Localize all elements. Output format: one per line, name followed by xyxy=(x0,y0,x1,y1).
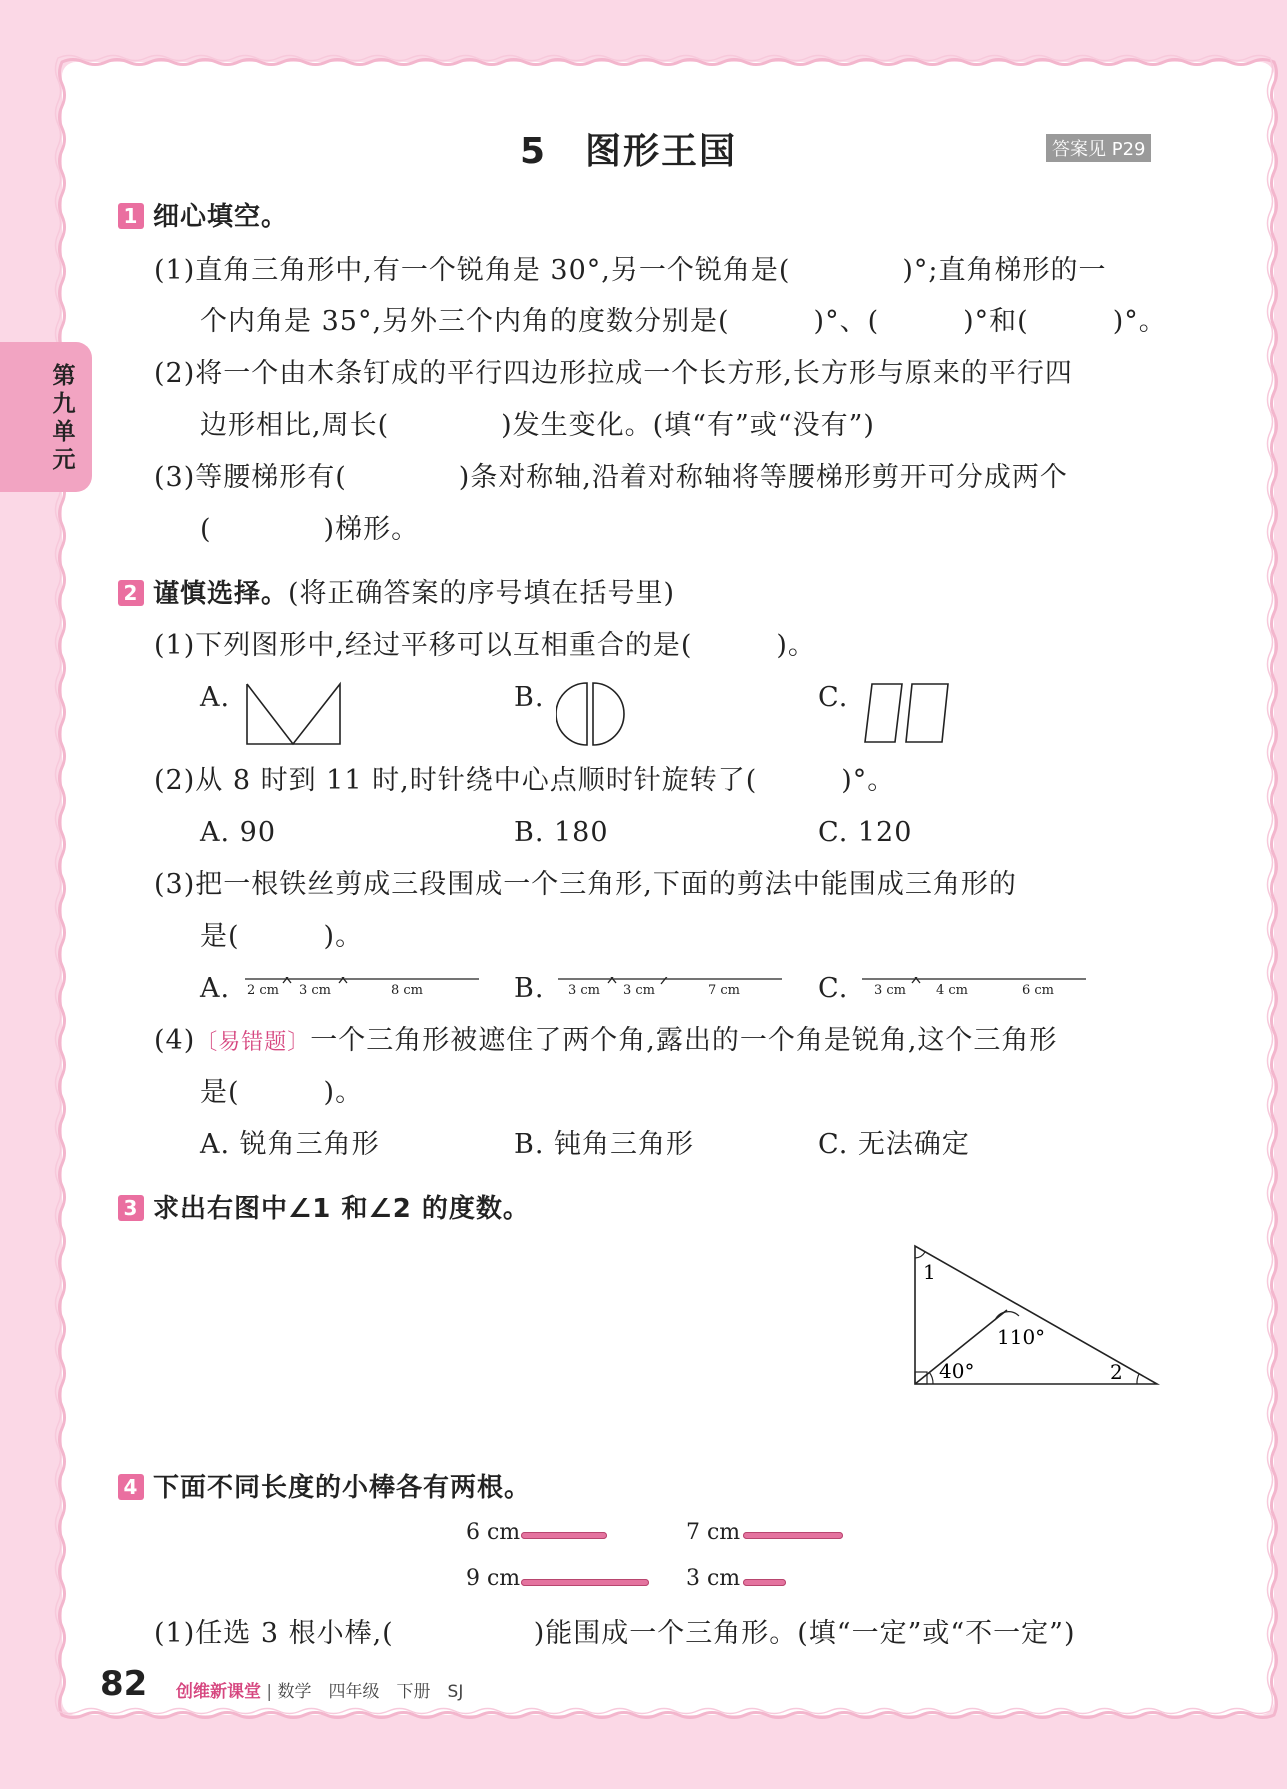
q2-s2: (2)从 8 时到 11 时,时针绕中心点顺时针旋转了( )°。 xyxy=(154,765,896,796)
wire-b-seg3: 7 cm xyxy=(708,983,741,998)
q1-line-4: 边形相比,周长( )发生变化。(填“有”或“没有”) xyxy=(200,410,875,441)
answer-reference: 答案见 P29 xyxy=(1046,134,1151,162)
stick-7 xyxy=(743,1532,843,1539)
stick-6 xyxy=(521,1532,607,1539)
q3-heading xyxy=(118,1191,530,1227)
q2-s3-opt-b-label: B. xyxy=(514,973,545,1004)
page-number: 82 xyxy=(100,1664,148,1704)
triangle-diagram xyxy=(905,1240,1165,1390)
q2-s1-opt-a-label: A. xyxy=(200,682,231,713)
q2-heading xyxy=(118,576,675,612)
q2-s3-opt-a-label: A. xyxy=(200,973,231,1004)
angle-110-label: 110° xyxy=(997,1325,1046,1349)
q2-s1-opt-b-label: B. xyxy=(514,682,545,713)
q4-number: 4 xyxy=(118,1474,144,1500)
footer-info: 数学 四年级 下册 SJ xyxy=(277,1682,464,1702)
q1-line-5: (3)等腰梯形有( )条对称轴,沿着对称轴将等腰梯形剪开可分成两个 xyxy=(154,462,1068,493)
stick-6-label: 6 cm xyxy=(466,1520,521,1545)
wire-c xyxy=(862,977,1087,1005)
q2-s1-opt-c-label: C. xyxy=(818,682,849,713)
q2-s4-opt-b: B. 钝角三角形 xyxy=(514,1129,695,1160)
q2-s4-text: 一个三角形被遮住了两个角,露出的一个角是锐角,这个三角形 xyxy=(310,1025,1058,1056)
error-prone-tag: 〔易错题〕 xyxy=(195,1030,311,1055)
q2-s2-opt-c: C. 120 xyxy=(818,817,913,848)
wire-b xyxy=(558,977,783,1005)
stick-7-label: 7 cm xyxy=(686,1520,741,1545)
wire-c-seg1: 3 cm xyxy=(874,983,907,998)
shape-a-v-figure xyxy=(245,680,345,750)
q2-s3-line-2: 是( )。 xyxy=(200,921,364,952)
q2-s2-opt-a: A. 90 xyxy=(200,817,277,848)
wire-a-seg1: 2 cm xyxy=(247,983,280,998)
page-title: 5 图形王国 xyxy=(520,131,738,172)
shape-b-split-circle xyxy=(556,680,628,750)
q1-line-2: 个内角是 35°,另外三个内角的度数分别是( )°、( )°和( )°。 xyxy=(200,306,1167,337)
angle-40-label: 40° xyxy=(939,1359,975,1383)
q1-line-1: (1)直角三角形中,有一个锐角是 30°,另一个锐角是( )°;直角梯形的一 xyxy=(154,255,1107,286)
footer-text: 创维新课堂 | 数学 四年级 下册 SJ xyxy=(176,1682,464,1702)
wire-a xyxy=(245,977,480,1005)
q2-heading-text: 谨慎选择。 xyxy=(153,579,289,609)
wire-a-seg2: 3 cm xyxy=(299,983,332,998)
q3-heading-text: 求出右图中∠1 和∠2 的度数。 xyxy=(153,1194,530,1224)
wire-c-seg3: 6 cm xyxy=(1022,983,1055,998)
q2-s4-prefix: (4) xyxy=(154,1025,196,1056)
q2-s3-opt-c-label: C. xyxy=(818,973,849,1004)
q1-number: 1 xyxy=(118,203,144,229)
wire-b-seg2: 3 cm xyxy=(623,983,656,998)
stick-9 xyxy=(521,1579,649,1586)
q2-s4-line-1 xyxy=(154,1023,1057,1061)
wire-c-seg2: 4 cm xyxy=(936,983,969,998)
q2-s4-opt-a: A. 锐角三角形 xyxy=(200,1129,380,1160)
q4-heading-text: 下面不同长度的小棒各有两根。 xyxy=(153,1473,532,1503)
footer-brand: 创维新课堂 xyxy=(176,1682,261,1702)
q4-s1: (1)任选 3 根小棒,( )能围成一个三角形。(填“一定”或“不一定”) xyxy=(154,1618,1076,1649)
unit-tab xyxy=(0,342,92,492)
stick-3 xyxy=(743,1579,786,1586)
shape-c-parallelograms xyxy=(862,680,952,750)
q1-heading xyxy=(118,199,288,235)
unit-tab-label: 第九单元 xyxy=(52,363,76,473)
q2-s1: (1)下列图形中,经过平移可以互相重合的是( )。 xyxy=(154,630,816,661)
stick-3-label: 3 cm xyxy=(686,1566,741,1591)
q4-heading xyxy=(118,1470,531,1506)
stick-9-label: 9 cm xyxy=(466,1566,521,1591)
q1-line-6: ( )梯形。 xyxy=(200,514,420,545)
q2-s4-line-2: 是( )。 xyxy=(200,1077,364,1108)
q2-s4-opt-c: C. 无法确定 xyxy=(818,1129,970,1160)
q2-s2-opt-b: B. 180 xyxy=(514,817,609,848)
q1-line-3: (2)将一个由木条钉成的平行四边形拉成一个长方形,长方形与原来的平行四 xyxy=(154,358,1073,389)
q2-s3-line-1: (3)把一根铁丝剪成三段围成一个三角形,下面的剪法中能围成三角形的 xyxy=(154,869,1017,900)
angle-1-label: 1 xyxy=(923,1260,936,1284)
wire-b-seg1: 3 cm xyxy=(568,983,601,998)
q2-number: 2 xyxy=(118,580,144,606)
q2-heading-note: (将正确答案的序号填在括号里) xyxy=(288,578,676,609)
q3-number: 3 xyxy=(118,1195,144,1221)
angle-2-label: 2 xyxy=(1110,1360,1123,1384)
wire-a-line xyxy=(245,977,480,1005)
q1-heading-text: 细心填空。 xyxy=(153,202,289,232)
wire-a-seg3: 8 cm xyxy=(391,983,424,998)
